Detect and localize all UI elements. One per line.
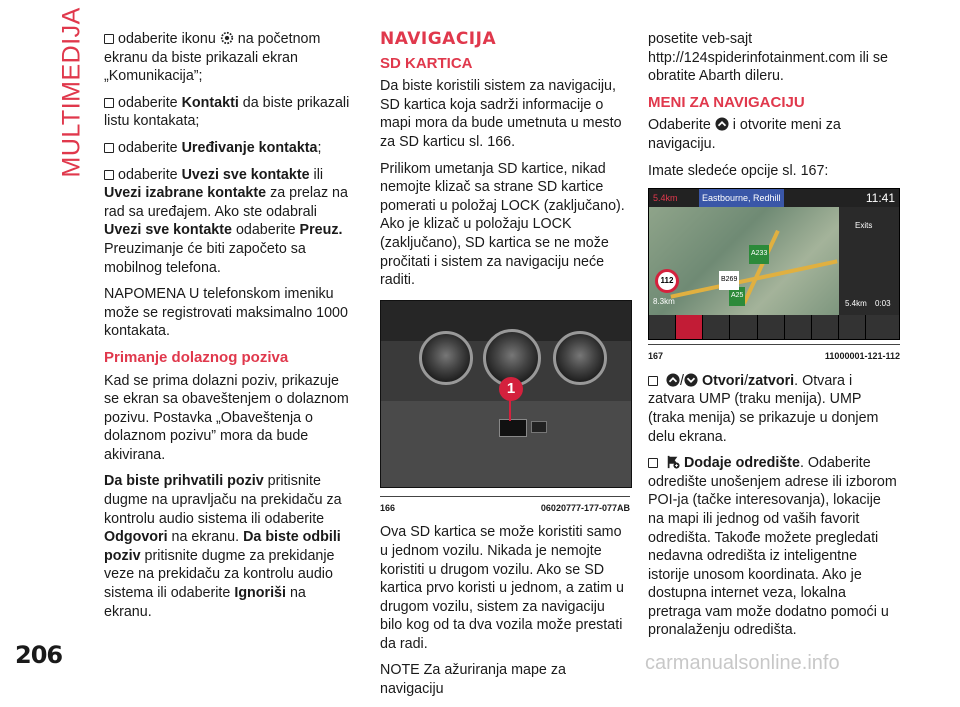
paragraph-open-menu: Odaberite i otvorite meni za navigaciju. bbox=[648, 117, 841, 152]
chevron-up-icon bbox=[666, 373, 680, 387]
heading-navigation: NAVIGACIJA bbox=[380, 29, 497, 49]
watermark: carmanualsonline.info bbox=[645, 652, 840, 674]
paragraph-accept-reject: Da biste prihvatili poziv pritisnite dugme na upravljaču na prekidaču za kontrolu audio sistema ili odaberite Odgovori na ekranu. Da biste odbili poziv pritisnite dugme za prekidanje veze na prekidaču za kontrolu audio sistema ili odaberite Ignoriši na ekranu. bbox=[104, 473, 342, 620]
hvac-knob-right bbox=[553, 331, 607, 385]
figure-167-nav-screen bbox=[648, 188, 900, 340]
heading-receive-call: Primanje dolaznog poziva bbox=[104, 348, 289, 366]
paragraph-sd-4: NOTE Za ažuriranja mape za navigaciju bbox=[380, 662, 566, 698]
section-side-title bbox=[52, 7, 86, 178]
step-2: odaberite Kontakti da biste prikazali listu kontakata; bbox=[104, 94, 350, 130]
menu-info-button[interactable] bbox=[703, 315, 730, 339]
sd-card-slot bbox=[499, 419, 527, 437]
paragraph-website: posetite veb-sajt http://124spiderinfotainment.com ili se obratite Abarth dileru. bbox=[648, 31, 888, 85]
column-3 bbox=[648, 30, 900, 648]
menu-options-button[interactable] bbox=[866, 315, 899, 339]
nav-map: 112 A233 A25 B269 8.3km bbox=[649, 207, 839, 315]
usb-port bbox=[531, 421, 547, 433]
menu-car-button[interactable] bbox=[812, 315, 839, 339]
nav-side-panel: Exits 5.4km 0:03 bbox=[839, 207, 899, 315]
chevron-down-icon bbox=[684, 373, 698, 387]
option-add-destination: Dodaje odredište. Odaberite odredište unošenjem adrese ili izborom POI-ja (tačke interesovanja), lokacije na mapi ili jednog od vaših favorit odredišta. Takođe možete pregledati nedavna odredišta iz inteligentne istorije unosom koordinata. Ako je dostupna internet veza, lokalna pretraga vam može dodatno pomoći u pronalaženju odredišta. bbox=[648, 455, 897, 639]
checkbox-bullet-icon bbox=[648, 458, 658, 468]
callout-marker: 1 bbox=[499, 377, 523, 401]
option-open-close: / Otvori/zatvori. Otvara i zatvara UMP (traku menija). UMP (traka menija) se prikazuje u donjem delu ekrana. bbox=[648, 372, 879, 445]
step-1: odaberite ikonu na početnom ekranu da biste prikazali ekran „Komunikacija”; bbox=[104, 31, 321, 85]
nav-top-bar: 5.4km Eastbourne, Redhill 11:41 bbox=[649, 189, 899, 207]
step-4: odaberite Uvezi sve kontakte ili Uvezi izabrane kontakte za prelaz na rad sa uređajem. Ako ste odabrali Uvezi sve kontakte odaberite Preuz. Preuzimanje će biti započeto sa mobilnog telefona. bbox=[104, 166, 348, 276]
step-3: odaberite Uređivanje kontakta; bbox=[104, 139, 356, 158]
column-2 bbox=[380, 30, 630, 707]
heading-sd-card: SD KARTICA bbox=[380, 54, 473, 72]
nav-menu-bar[interactable] bbox=[649, 315, 899, 339]
checkbox-bullet-icon bbox=[104, 143, 114, 153]
checkbox-bullet-icon bbox=[104, 34, 114, 44]
column-1 bbox=[104, 30, 356, 629]
menu-settings-button[interactable] bbox=[839, 315, 866, 339]
menu-back-button[interactable] bbox=[649, 315, 676, 339]
menu-flag-button[interactable] bbox=[730, 315, 757, 339]
menu-destination-button[interactable] bbox=[676, 315, 703, 339]
paragraph-options: Imate sledeće opcije sl. 167: bbox=[648, 162, 829, 179]
menu-poi-button[interactable] bbox=[758, 315, 785, 339]
checkbox-bullet-icon bbox=[104, 170, 114, 180]
paragraph-sd-3: Ova SD kartica se može koristiti samo u jednom vozilu. Nikada je nemojte koristiti u drugom vozilu. Ako se SD kartica prvo koristi u jednom, a zatim u drugom vozilu, sistem za navigaciju bilo kog od ta dva vozila može prestati da radi. bbox=[380, 524, 624, 652]
checkbox-bullet-icon bbox=[104, 98, 114, 108]
hvac-knob-left bbox=[419, 331, 473, 385]
gear-settings-icon bbox=[220, 31, 234, 45]
chevron-up-icon bbox=[715, 117, 729, 131]
flag-destination-icon bbox=[666, 455, 680, 469]
note-contacts: NAPOMENA U telefonskom imeniku može se registrovati maksimalno 1000 kontakata. bbox=[104, 286, 348, 340]
paragraph-sd-2: Prilikom umetanja SD kartice, nikad nemojte klizač sa strane SD kartice pomerati u položaj LOCK (zaključano). Ako je klizač u položaju LOCK (zaključano), SD kartica se ne može pročitati i sistem za navigaciju neće raditi. bbox=[380, 160, 625, 289]
figure-166-dashboard-photo bbox=[380, 300, 632, 488]
heading-nav-menu: MENI ZA NAVIGACIJU bbox=[648, 93, 805, 111]
paragraph-receive-call: Kad se prima dolazni poziv, prikazuje se ekran sa obaveštenjem o dolaznom pozivu. Postavka „Obaveštenja o dolaznom pozivu” mora da bude akivirana. bbox=[104, 372, 349, 463]
paragraph-sd-1: Da biste koristili sistem za navigaciju, SD kartica koja sadrži informacije o mapi mora da bude umetnuta u mesto za SD karticu sl. 166. bbox=[380, 78, 622, 150]
section-title-text: MULTIMEDIJA bbox=[57, 7, 86, 178]
checkbox-bullet-icon bbox=[648, 376, 658, 386]
menu-route-button[interactable] bbox=[785, 315, 812, 339]
page-number: 206 bbox=[15, 641, 63, 669]
figure-167-caption: 167 11000001-121-112 bbox=[648, 344, 900, 366]
figure-166-caption: 166 06020777-177-077AB bbox=[380, 496, 630, 518]
